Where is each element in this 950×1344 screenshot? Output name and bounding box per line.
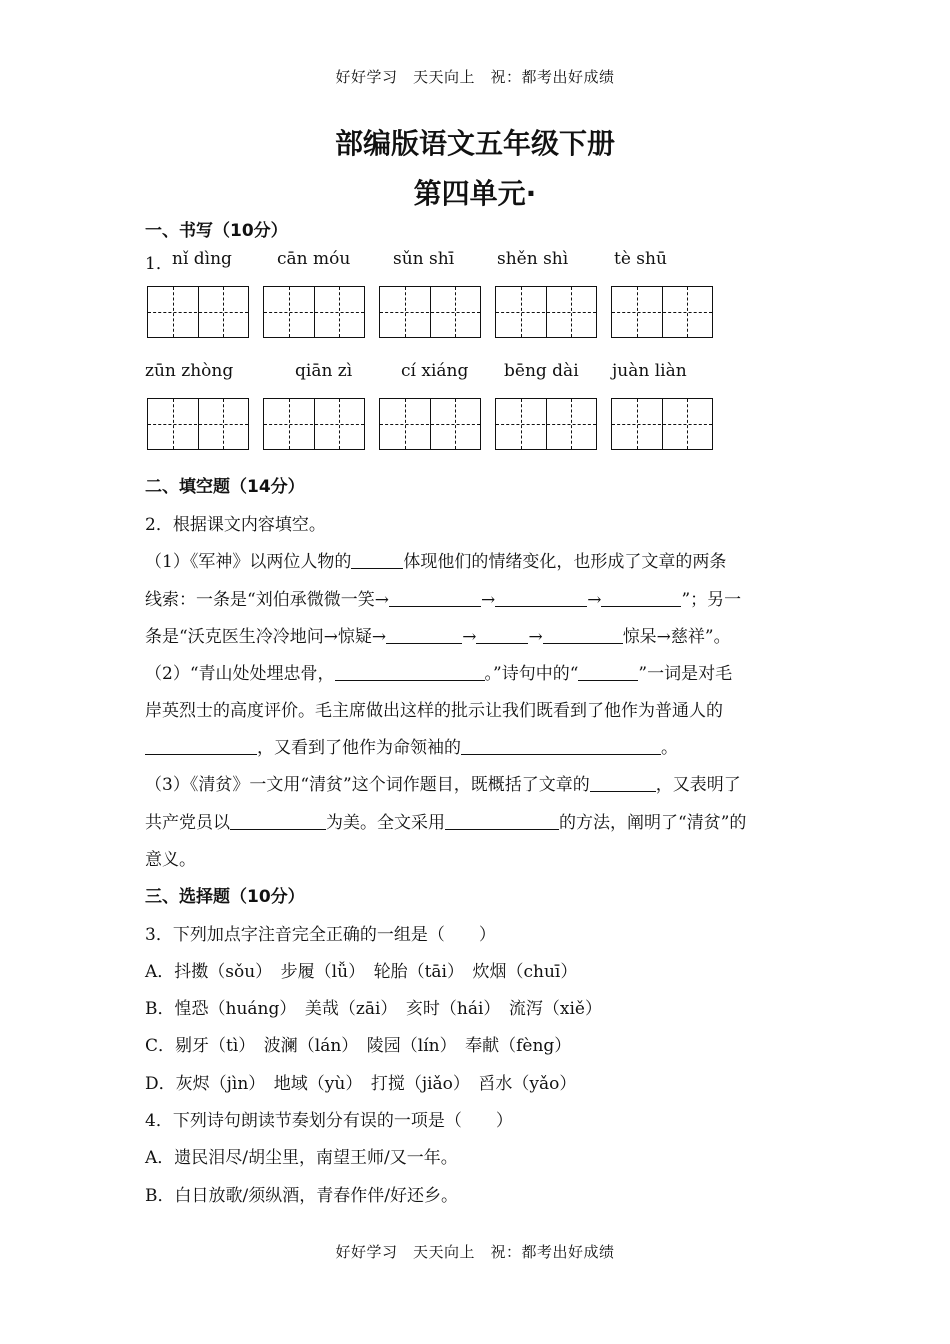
pinyin-8: cí xiáng <box>401 361 469 381</box>
section-2-heading: 二、填空题（14分） <box>145 477 305 497</box>
q2-part1-line3: 条是“沃克医生冷冷地问→惊疑→ → → 惊呆→慈祥”。 <box>145 627 731 647</box>
q3-option-b[interactable]: B．惶恐（huáng） 美哉（zāi） 亥时（hái） 流泻（xiě） <box>145 999 602 1019</box>
q2-part3-line2: 共产党员以 为美。全文采用 的方法，阐明了“清贫”的 <box>145 813 747 833</box>
writing-box[interactable] <box>611 398 713 450</box>
blank[interactable] <box>145 736 257 755</box>
blank[interactable] <box>389 588 481 607</box>
blank[interactable] <box>445 811 559 830</box>
pinyin-6: zūn zhòng <box>145 361 234 381</box>
writing-box[interactable] <box>379 398 481 450</box>
unit-title: 第四单元· <box>413 177 537 210</box>
q3-option-d[interactable]: D．灰烬（jìn） 地域（yù） 打搅（jiǎo） 舀水（yǎo） <box>145 1074 577 1094</box>
blank[interactable] <box>495 588 587 607</box>
pinyin-7: qiān zì <box>295 361 353 381</box>
blank[interactable] <box>351 550 403 569</box>
blank[interactable] <box>590 773 656 792</box>
blank[interactable] <box>335 662 485 681</box>
writing-box[interactable] <box>611 286 713 338</box>
pinyin-1: nǐ dìng <box>172 249 232 269</box>
page-title: 部编版语文五年级下册 <box>334 127 615 160</box>
q2-part1-line2: 线索：一条是“刘伯承微微一笑→ → → ”；另一 <box>145 590 742 610</box>
pinyin-3: sǔn shī <box>393 249 455 269</box>
q2-part3-line1: （3）《清贫》一文用“清贫”这个词作题目，既概括了文章的 ，又表明了 <box>145 775 741 795</box>
writing-box[interactable] <box>495 286 597 338</box>
q2-part1-line1: （1）《军神》以两位人物的 体现他们的情绪变化，也形成了文章的两条 <box>145 552 727 572</box>
blank[interactable] <box>461 736 661 755</box>
question-2: 2．根据课文内容填空。 <box>145 515 326 535</box>
section-1-heading: 一、书写（10分） <box>145 221 288 241</box>
q3-option-a[interactable]: A．抖擞（sǒu） 步履（lǚ） 轮胎（tāi） 炊烟（chuī） <box>145 962 578 982</box>
q2-part2-line1: （2）“青山处处埋忠骨， 。”诗句中的“ ”一词是对毛 <box>145 664 733 684</box>
page-footer: 好好学习 天天向上 祝：都考出好成绩 <box>335 1243 615 1261</box>
pinyin-4: shěn shì <box>497 249 569 269</box>
q3-option-c[interactable]: C．剔牙（tì） 波澜（lán） 陵园（lín） 奉献（fèng） <box>145 1036 572 1056</box>
question-4: 4．下列诗句朗读节奏划分有误的一项是（ ） <box>145 1111 513 1131</box>
writing-box[interactable] <box>147 398 249 450</box>
pinyin-9: bēng dài <box>504 361 579 381</box>
pinyin-10: juàn liàn <box>612 361 687 381</box>
pinyin-2: cān móu <box>277 249 351 269</box>
blank[interactable] <box>386 625 462 644</box>
q2-part2-line3: ，又看到了他作为命领袖的 。 <box>145 733 805 758</box>
writing-box[interactable] <box>147 286 249 338</box>
question-1-label: 1． <box>145 254 173 274</box>
blank[interactable] <box>543 625 623 644</box>
q4-option-b[interactable]: B．白日放歌/须纵酒，青春作伴/好还乡。 <box>145 1186 458 1206</box>
pinyin-5: tè shū <box>614 249 667 269</box>
page-header: 好好学习 天天向上 祝：都考出好成绩 <box>335 68 615 86</box>
q2-part2-line2: 岸英烈士的高度评价。毛主席做出这样的批示让我们既看到了他作为普通人的 <box>145 701 723 721</box>
q2-part3-line3: 意义。 <box>145 850 196 870</box>
writing-box[interactable] <box>263 398 365 450</box>
writing-box[interactable] <box>495 398 597 450</box>
blank[interactable] <box>476 625 528 644</box>
q4-option-a[interactable]: A．遗民泪尽/胡尘里，南望王师/又一年。 <box>145 1148 458 1168</box>
writing-box[interactable] <box>379 286 481 338</box>
blank[interactable] <box>578 662 638 681</box>
blank[interactable] <box>601 588 681 607</box>
section-3-heading: 三、选择题（10分） <box>145 887 305 907</box>
writing-box[interactable] <box>263 286 365 338</box>
question-3: 3．下列加点字注音完全正确的一组是（ ） <box>145 925 496 945</box>
blank[interactable] <box>230 811 326 830</box>
